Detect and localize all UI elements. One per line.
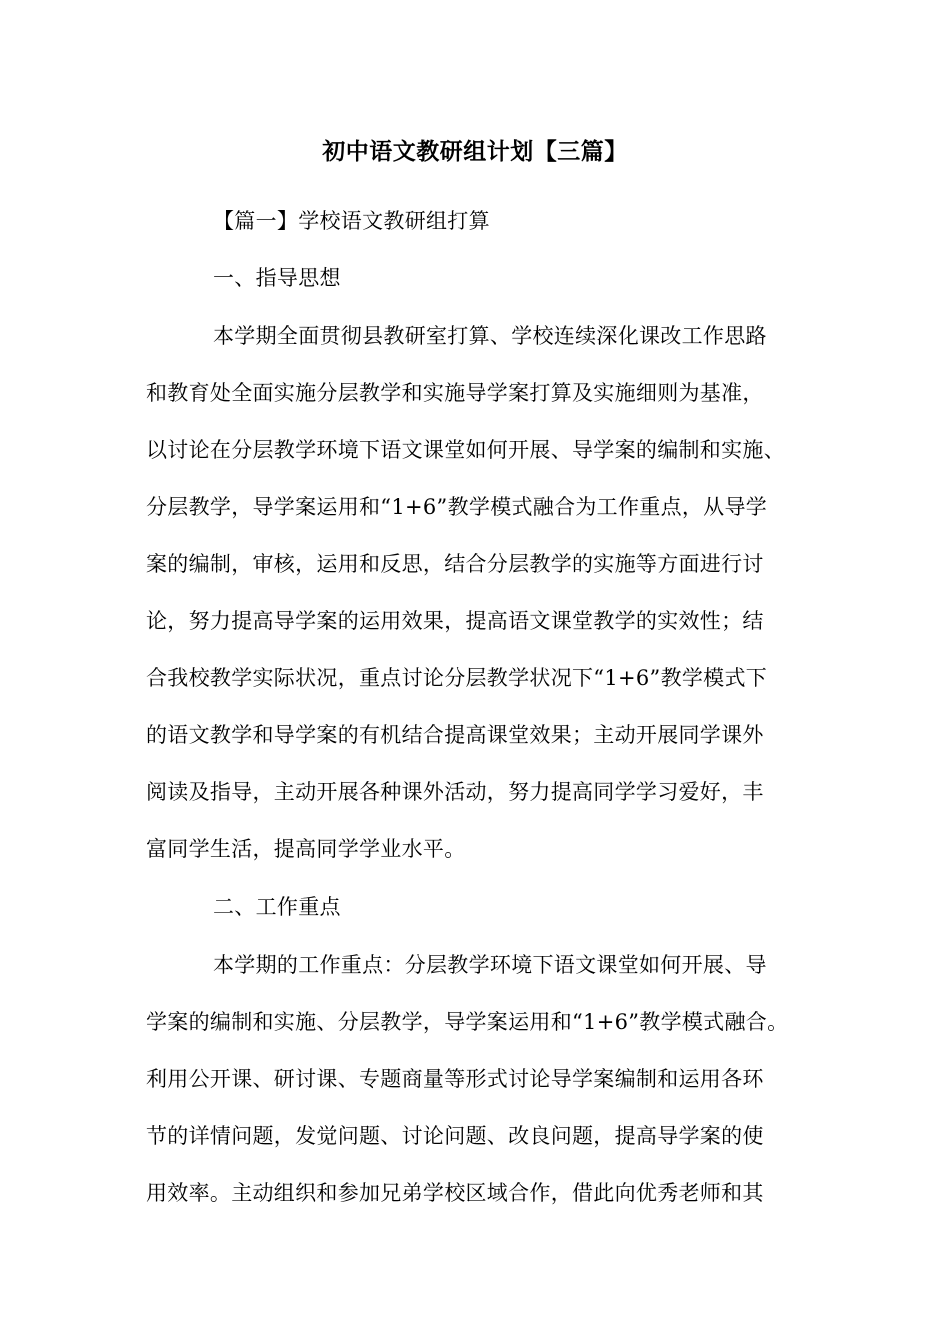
paragraph-line: 以讨论在分层教学环境下语文课堂如何开展、导学案的编制和实施、: [146, 438, 785, 462]
paragraph-line: 富同学生活，提高同学学业水平。: [146, 837, 466, 861]
section-heading: 【篇一】学校语文教研组打算: [213, 209, 490, 233]
paragraph-line: 节的详情问题，发觉问题、讨论问题、改良问题，提高导学案的使: [146, 1124, 764, 1148]
paragraph-line: 利用公开课、研讨课、专题商量等形式讨论导学案编制和运用各环: [146, 1067, 764, 1091]
paragraph-line: 分层教学，导学案运用和“1+6”教学模式融合为工作重点，从导学: [146, 495, 768, 519]
paragraph-line: 的语文教学和导学案的有机结合提高课堂效果；主动开展同学课外: [146, 723, 764, 747]
document-title: 初中语文教研组计划【三篇】: [322, 138, 628, 165]
paragraph-line: 合我校教学实际状况，重点讨论分层教学状况下“1+6”教学模式下: [146, 666, 768, 690]
paragraph-line: 论，努力提高导学案的运用效果，提高语文课堂教学的实效性；结: [146, 609, 764, 633]
paragraph-line: 和教育处全面实施分层教学和实施导学案打算及实施细则为基准，: [146, 381, 764, 405]
heading-work-focus: 二、工作重点: [213, 895, 341, 919]
heading-guiding-thought: 一、指导思想: [213, 266, 341, 290]
paragraph-line: 阅读及指导，主动开展各种课外活动，努力提高同学学习爱好，丰: [146, 780, 764, 804]
paragraph-line: 案的编制，审核，运用和反思，结合分层教学的实施等方面进行讨: [146, 552, 764, 576]
paragraph-line: 本学期全面贯彻县教研室打算、学校连续深化课改工作思路: [213, 324, 767, 348]
paragraph-line: 本学期的工作重点：分层教学环境下语文课堂如何开展、导: [213, 953, 767, 977]
paragraph-line: 学案的编制和实施、分层教学，导学案运用和“1+6”教学模式融合。: [146, 1010, 789, 1034]
paragraph-line: 用效率。主动组织和参加兄弟学校区域合作，借此向优秀老师和其: [146, 1181, 764, 1205]
